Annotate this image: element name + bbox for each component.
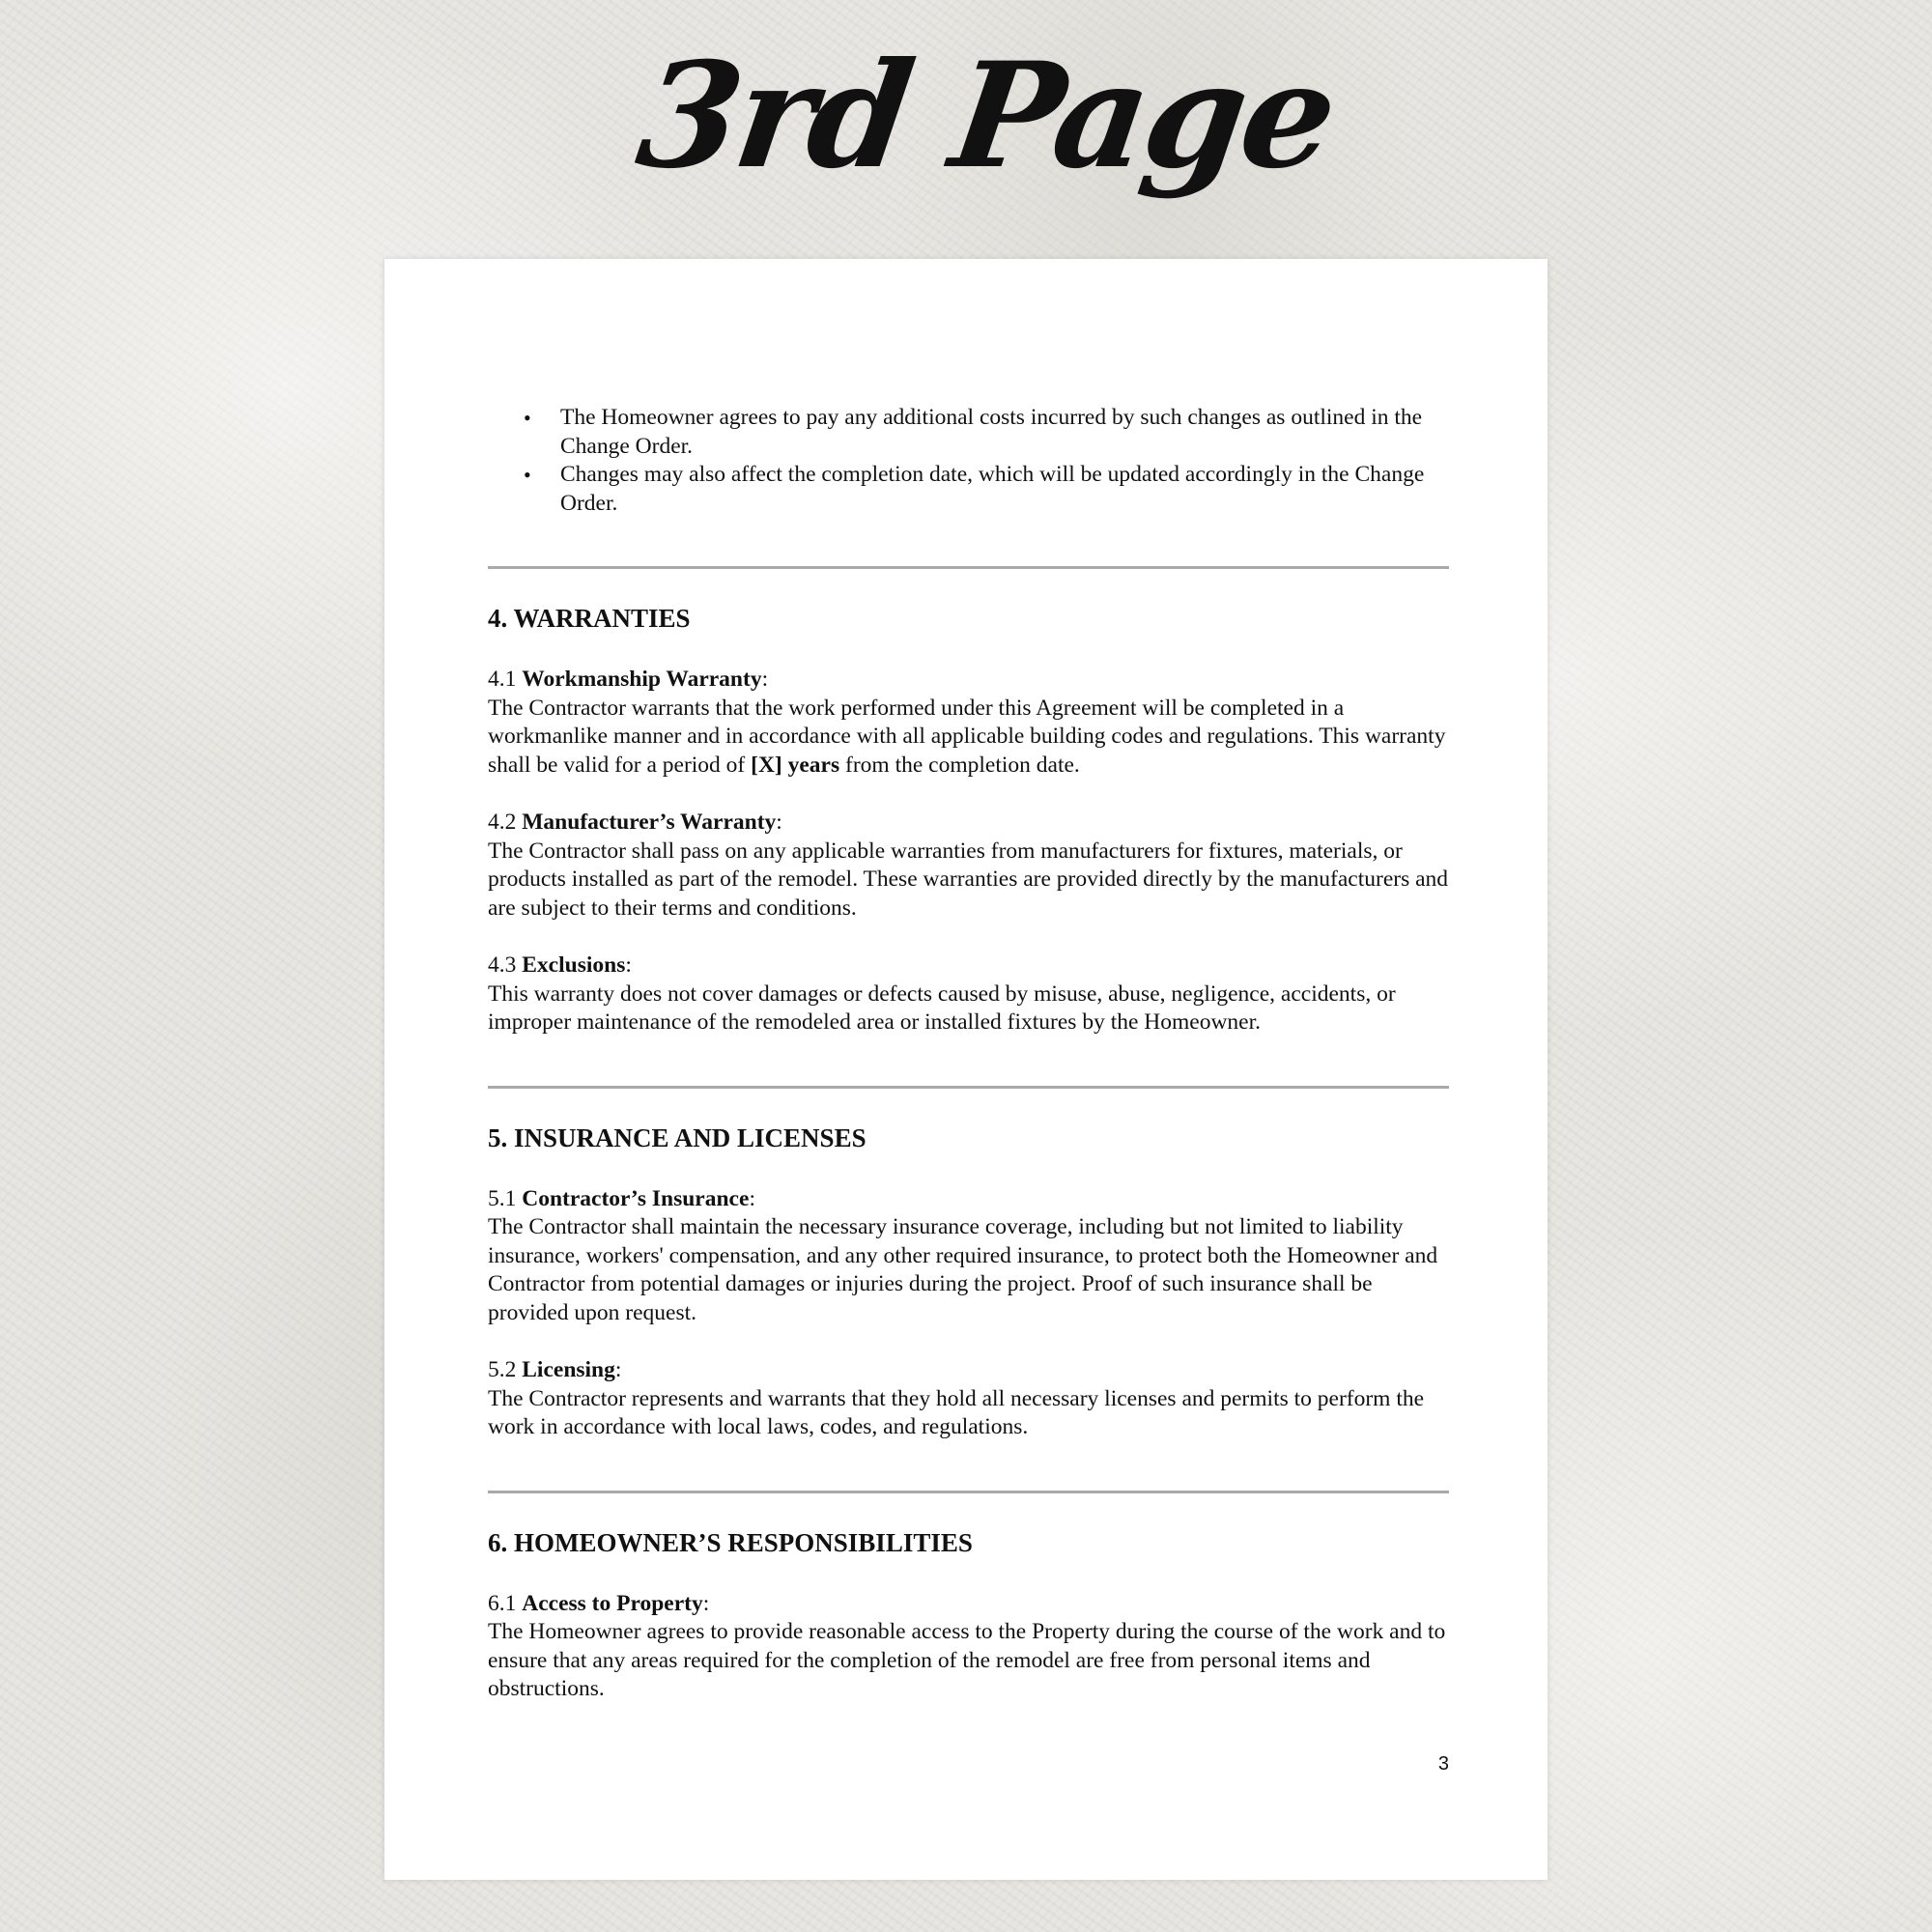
clause-4-2-body: The Contractor shall pass on any applicable warranties from manufacturers for fixtures, materials, or products installed as part of the remodel. These warranties are provided directly by the manufacturers and are subject to their terms and conditions.: [488, 838, 1449, 921]
bullet-icon: •: [524, 463, 531, 487]
list-item: [524, 404, 1449, 461]
warranty-years: [X] years: [751, 752, 840, 778]
clause-5-2-heading: 5.2 Licensing:: [488, 1357, 622, 1382]
banner: [0, 19, 1932, 251]
section-divider: [488, 1491, 1449, 1493]
section-heading-insurance: 5. INSURANCE AND LICENSES: [488, 1122, 867, 1152]
clause-5-1-body: The Contractor shall maintain the necessary insurance coverage, including but not limited to liability insurance, workers' compensation, and any other required insurance, to protect both the Homeowner and Contractor from potential damages or injuries during the project. Proof of such insurance shall be provided upon request.: [488, 1214, 1438, 1325]
banner-title: 3rd Page: [628, 31, 1343, 201]
bullet-text: Changes may also affect the completion date, which will be updated accordingly in the Change Order.: [560, 462, 1425, 516]
section-heading-homeowner: 6. HOMEOWNER’S RESPONSIBILITIES: [488, 1527, 973, 1557]
clause-title: Contractor’s Insurance: [522, 1185, 750, 1211]
clause-4-1-heading: 4.1 Workmanship Warranty:: [488, 667, 769, 692]
section-heading-warranties: 4. WARRANTIES: [488, 604, 691, 633]
bullet-text: The Homeowner agrees to pay any additional costs incurred by such changes as outlined in the Change Order.: [560, 405, 1423, 459]
document-page: [384, 259, 1548, 1880]
clause-title: Exclusions: [522, 952, 626, 978]
section-divider: [488, 1086, 1449, 1089]
bullet-icon: •: [524, 406, 531, 430]
clause-title: Workmanship Warranty: [522, 667, 762, 692]
clause-5-2-body: The Contractor represents and warrants that they hold all necessary licenses and permits to perform the work in accordance with local laws, codes, and regulations.: [488, 1385, 1425, 1439]
clause-4-2-heading: 4.2 Manufacturer’s Warranty:: [488, 810, 782, 835]
clause-4-3-body: This warranty does not cover damages or defects caused by misuse, abuse, negligence, accidents, or improper maintenance of the remodeled area or installed fixtures by the Homeowner.: [488, 980, 1396, 1035]
clause-4-3-heading: 4.3 Exclusions:: [488, 952, 632, 978]
bullet-list: [488, 404, 1449, 518]
clause-6-1-heading: 6.1 Access to Property:: [488, 1590, 710, 1616]
clause-title: Manufacturer’s Warranty: [522, 810, 777, 835]
clause-5-1-heading: 5.1 Contractor’s Insurance:: [488, 1185, 755, 1211]
document-content: [488, 404, 1449, 1704]
clause-4-1-body: The Contractor warrants that the work performed under this Agreement will be completed in a workmanlike manner and in accordance with all applicable building codes and regulations. This warranty shall be valid for a period of [X] years from the completion date.: [488, 695, 1446, 778]
page-number: 3: [1437, 1753, 1449, 1775]
clause-title: Access to Property: [522, 1590, 703, 1616]
section-divider: [488, 566, 1449, 569]
clause-6-1-body: The Homeowner agrees to provide reasonable access to the Property during the course of the work and to ensure that any areas required for the completion of the remodel are free from personal items and obstructions.: [488, 1619, 1446, 1701]
list-item: [524, 461, 1449, 518]
clause-title: Licensing: [522, 1357, 615, 1382]
